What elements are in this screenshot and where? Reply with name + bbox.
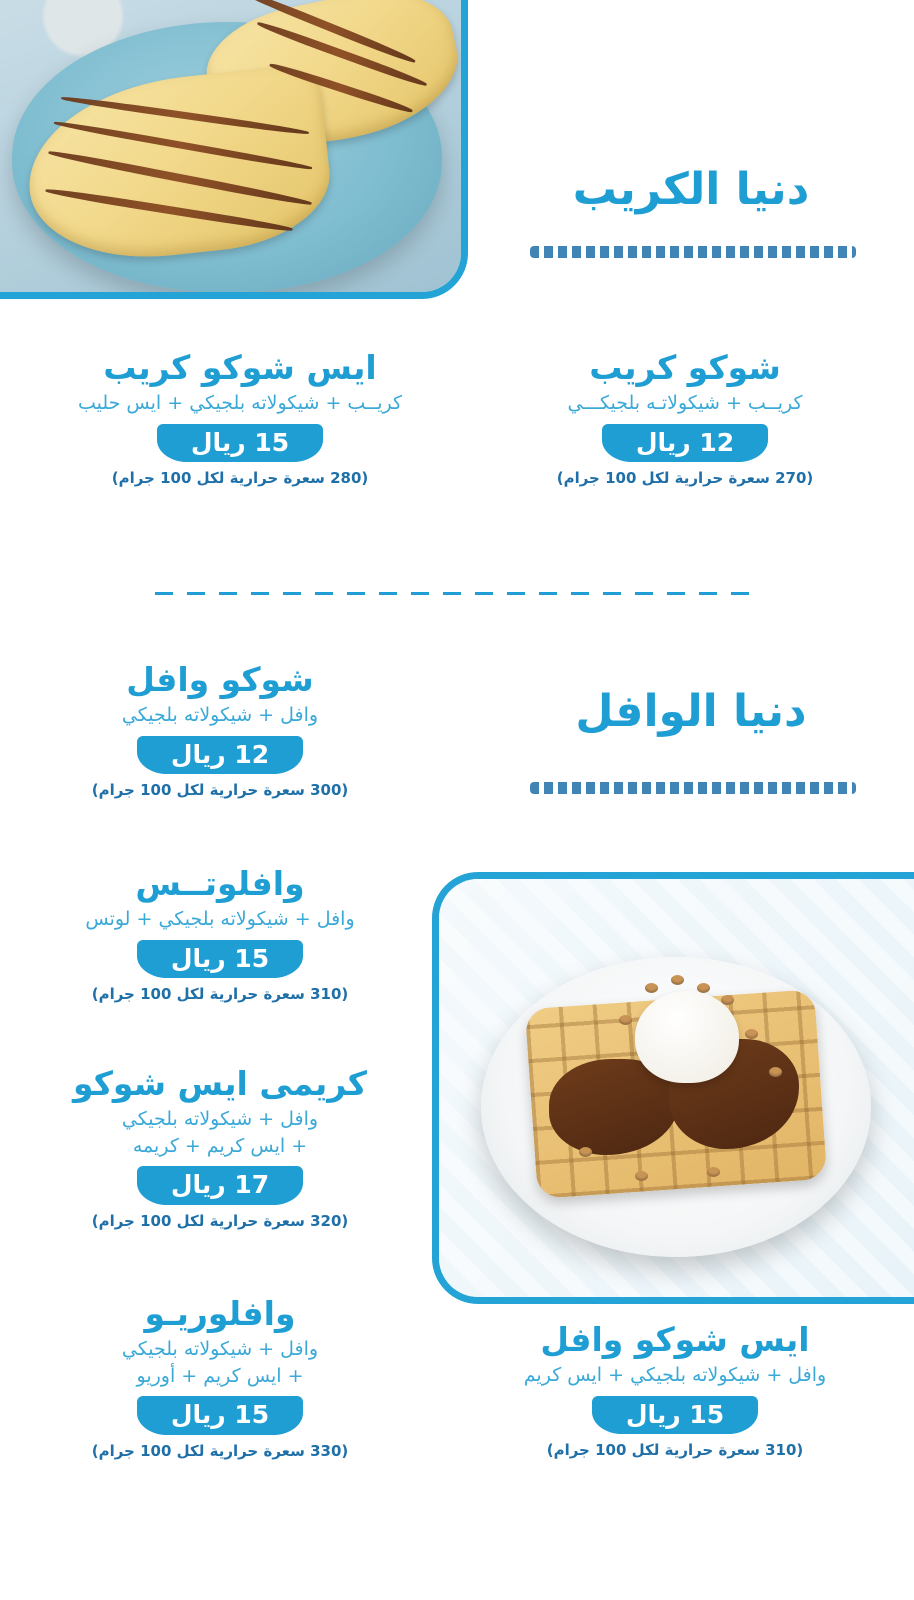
nut-topping	[619, 1015, 632, 1025]
item-name: وافلوتــس	[135, 864, 305, 903]
item-name: ايس شوكو وافل	[540, 1320, 810, 1359]
price-row	[20, 940, 420, 979]
menu-item-ice-choco-waffle	[455, 1322, 895, 1459]
item-price: 15 ريال	[592, 1396, 758, 1435]
ice-cream-scoop	[635, 991, 739, 1083]
price-row	[20, 736, 420, 775]
item-description: كريــب + شيكولاته بلجيكي + ايس حليب	[77, 391, 403, 414]
item-description: وافل + شيكولاته بلجيكي + ايس كريم	[523, 1363, 827, 1386]
waffle-photo	[432, 872, 914, 1304]
item-description: وافل + شيكولاته بلجيكي	[121, 703, 319, 726]
menu-item-creamy-ice-choco	[20, 1066, 420, 1230]
nut-topping	[671, 975, 684, 985]
item-name: شوكو وافل	[126, 660, 314, 699]
item-description-line1: وافل + شيكولاته بلجيكي	[121, 1337, 319, 1360]
price-row	[470, 424, 900, 463]
menu-item-wafflotus	[20, 866, 420, 1003]
item-price: 12 ريال	[602, 424, 768, 463]
item-calories: (280 سعرة حرارية لكل 100 جرام)	[111, 469, 369, 488]
item-calories: (300 سعرة حرارية لكل 100 جرام)	[91, 781, 349, 800]
crepe-photo	[0, 0, 468, 299]
item-calories: (310 سعرة حرارية لكل 100 جرام)	[91, 985, 349, 1004]
price-row	[20, 424, 460, 463]
price-row	[20, 1396, 420, 1435]
item-name: كريمى ايس شوكو	[73, 1064, 367, 1103]
title-underline-squiggle	[530, 782, 856, 794]
nut-topping	[769, 1067, 782, 1077]
nut-topping	[579, 1147, 592, 1157]
title-underline-squiggle	[530, 246, 856, 258]
item-calories: (330 سعرة حرارية لكل 100 جرام)	[91, 1441, 349, 1460]
item-name: شوكو كريب	[589, 348, 781, 387]
item-description-line2: + ايس كريم + أوريو	[136, 1364, 304, 1387]
item-description: وافل + شيكولاته بلجيكي + لوتس	[85, 907, 355, 930]
menu-item-waffleoreo	[20, 1296, 420, 1460]
item-description-line1: وافل + شيكولاته بلجيكي	[121, 1107, 319, 1130]
section-title-crepe: دنيا الكريب	[572, 164, 810, 215]
menu-item-choco-waffle	[20, 662, 420, 799]
nut-topping	[645, 983, 658, 993]
item-name: ايس شوكو كريب	[103, 348, 377, 387]
item-calories: (270 سعرة حرارية لكل 100 جرام)	[556, 469, 814, 488]
nut-topping	[721, 995, 734, 1005]
item-price: 12 ريال	[137, 736, 303, 775]
item-name: وافلوريـو	[144, 1294, 296, 1333]
section-title-waffle: دنيا الوافل	[575, 686, 807, 737]
item-price: 17 ريال	[137, 1166, 303, 1205]
item-calories: (320 سعرة حرارية لكل 100 جرام)	[91, 1211, 349, 1230]
item-price: 15 ريال	[137, 1396, 303, 1435]
item-price: 15 ريال	[137, 940, 303, 979]
menu-item-choco-crepe	[470, 350, 900, 487]
item-description: كريــب + شيكولاتـه بلجيكـــي	[567, 391, 803, 414]
nut-topping	[635, 1171, 648, 1181]
nut-topping	[697, 983, 710, 993]
menu-item-ice-choco-crepe	[20, 350, 460, 487]
item-description-line2: + ايس كريم + كريمه	[132, 1134, 308, 1157]
price-row	[455, 1396, 895, 1435]
nut-topping	[745, 1029, 758, 1039]
price-row	[20, 1166, 420, 1205]
nut-topping	[707, 1167, 720, 1177]
section-divider	[155, 592, 751, 595]
item-calories: (310 سعرة حرارية لكل 100 جرام)	[546, 1441, 804, 1460]
item-price: 15 ريال	[157, 424, 323, 463]
